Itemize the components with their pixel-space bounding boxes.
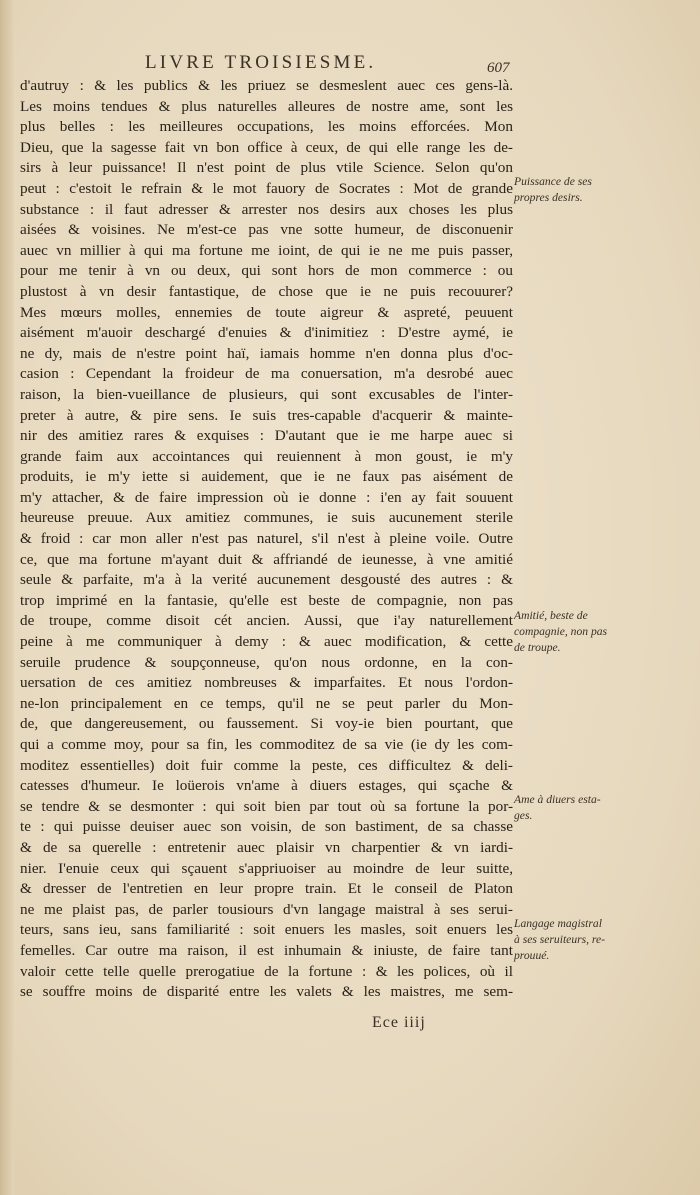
text-line: d'autruy : & les publics & les priuez se desmeslent auec ces gens-là.	[20, 77, 513, 94]
margin-note-langage	[514, 916, 634, 964]
text-line: & de sa querelle : entretenir auec plaisir vn charpentier & vn iardi-	[20, 838, 513, 856]
text-line: nier. I'enuie ceux qui sçauent s'appriuoiser au moindre de leur suitte,	[20, 859, 513, 877]
text-line: de, que dangereusement, ou faussement. Si voy-ie bien pourtant, que	[20, 715, 513, 733]
text-line: substance : il faut adresser & arrester nos desirs aux choses les plus	[20, 200, 513, 218]
text-line: ce, que ma fortune m'ayant duit & affriandé de ieunesse, à vne amitié	[20, 550, 513, 568]
margin-note-line: prouué.	[514, 949, 550, 962]
text-line: sirs à leur puissance! Il n'est point de plus vtile Science. Selon qu'on	[20, 159, 513, 177]
margin-note-line: Ame à diuers esta-	[514, 793, 601, 806]
margin-note-line: Amitié, beste de	[514, 609, 588, 622]
text-line: & froid : car mon aller n'est pas naturel, s'il n'est à pleine voile. Outre	[20, 530, 513, 548]
margin-note-line: Puissance de ses	[514, 175, 592, 188]
text-line: preter à autre, & pire sens. Ie suis tres-capable d'acquerir & mainte-	[20, 406, 513, 424]
margin-note-line: Langage magistral	[514, 917, 602, 930]
text-line: nir des amitiez rares & exquises : D'autant que ie me harpe auec si	[20, 427, 513, 445]
text-line: Dieu, que la sagesse fait vn bon office à ceux, de qui elle range les de-	[20, 138, 513, 156]
text-line: de troupe, comme disoit cét ancien. Aussi, que i'ay naturellement	[20, 612, 513, 630]
binding-gutter	[0, 0, 14, 1195]
text-line: catesses d'humeur. Ie loüerois vn'ame à diuers estages, qui sçache &	[20, 777, 513, 795]
signature-mark: Ece iiij	[372, 1014, 426, 1031]
margin-note-line: propres desirs.	[514, 191, 583, 204]
text-line: teurs, sans ieu, sans familiarité : soit enuers les masles, soit enuers les	[20, 921, 513, 939]
text-line: m'y attacher, & de faire impression où ie donne : i'en ay fait souuent	[20, 488, 513, 506]
text-line: aisées & voisines. Ne m'est-ce pas vne sotte humeur, de disconuenir	[20, 221, 513, 239]
margin-note-line: à ses seruiteurs, re-	[514, 933, 606, 946]
text-line: produits, ie m'y iette si auidement, que ie ne faux pas aisément de	[20, 468, 513, 486]
text-line: se tendre & se desmonter : qui soit bien par tout où sa fortune la por-	[20, 797, 513, 815]
text-line: te : qui puisse deuiser auec son voisin, de son bastiment, de sa chasse	[20, 818, 513, 836]
margin-note-line: ges.	[514, 809, 533, 822]
text-line: grande faim aux accointances qui reuiennent à mon goust, ie m'y	[20, 447, 513, 465]
text-line: Les moins tendues & plus naturelles alleures de nostre ame, sont les	[20, 97, 513, 115]
text-line: valoir cette telle quelle prerogatiue de la fortune : & les polices, où il	[20, 962, 513, 980]
text-line: seule & parfaite, m'a à la verité aucunement desgousté des autres : &	[20, 571, 513, 589]
text-line: se souffre moins de disparité entre les valets & les maistres, me sem-	[20, 983, 513, 1001]
text-line: uersation de ces amitiez nombreuses & imparfaites. Et nous l'ordon-	[20, 674, 513, 692]
text-line: ne dy, mais de n'estre point haï, iamais homme n'en donna plus d'oc-	[20, 344, 513, 362]
text-line: raison, la bien-vueillance de plusieurs, qui sont excusables de l'inter-	[20, 385, 513, 403]
text-line: & dresser de l'entretien en leur propre train. Et le conseil de Platon	[20, 880, 513, 898]
text-line: ne me plaist pas, de parler tousiours d'vn langage maistral à ses serui-	[20, 900, 513, 918]
margin-note-amitie	[514, 608, 634, 656]
text-line: ne-lon principalement en ce temps, qu'il ne se peut parler du Mon-	[20, 694, 513, 712]
text-line: qui a comme moy, pour sa fin, les commoditez de sa vie (ie dy les com-	[20, 736, 513, 753]
margin-note-puissance	[514, 174, 634, 206]
text-line: peine à me communiquer à demy : & auec modification, & cette	[20, 633, 513, 651]
margin-note-line: de troupe.	[514, 641, 561, 654]
margin-note-line: compagnie, non pas	[514, 625, 608, 638]
text-line: heureuse preuue. Aux amitiez communes, ie suis aucunement sterile	[20, 509, 513, 527]
text-line: trop imprimé en la fantasie, qu'elle est beste de compagnie, non pas	[20, 591, 513, 609]
text-line: femelles. Car outre ma raison, il est inhumain & iniuste, de faire tant	[20, 941, 513, 959]
text-line: aisément m'auoir deschargé d'enuies & d'inimitiez : D'estre aymé, ie	[20, 324, 513, 342]
body-text	[20, 76, 513, 1003]
text-line: pour me tenir à vn ou deux, qui sont hors de mon commerce : ou	[20, 262, 513, 280]
text-line: auec vn millier à qui ma fortune me ioint, de qui ie ne me puis passer,	[20, 241, 513, 259]
text-line: seruile prudence & soupçonneuse, qu'on nous ordonne, en la con-	[20, 653, 513, 671]
text-line: plustost à vn desir fantastique, de chose que ie ne puis recouurer?	[20, 282, 513, 300]
text-line: peut : c'estoit le refrain & le mot fauory de Socrates : Mot de grande	[20, 179, 513, 197]
running-head: LIVRE TROISIESME.	[145, 52, 377, 73]
margin-note-ame	[514, 792, 634, 824]
text-line: Mes mœurs molles, ennemies de toute aigreur & aspreté, peuuent	[20, 303, 513, 321]
text-line: casion : Cependant la froideur de ma conuersation, m'a desrobé auec	[20, 365, 513, 383]
text-line: moditez essentielles) doit fuir comme la peste, ces difficultez & deli-	[20, 756, 513, 774]
page-number: 607	[487, 60, 510, 76]
text-line: plus belles : les meilleures occupations, les moins efforcées. Mon	[20, 118, 513, 136]
